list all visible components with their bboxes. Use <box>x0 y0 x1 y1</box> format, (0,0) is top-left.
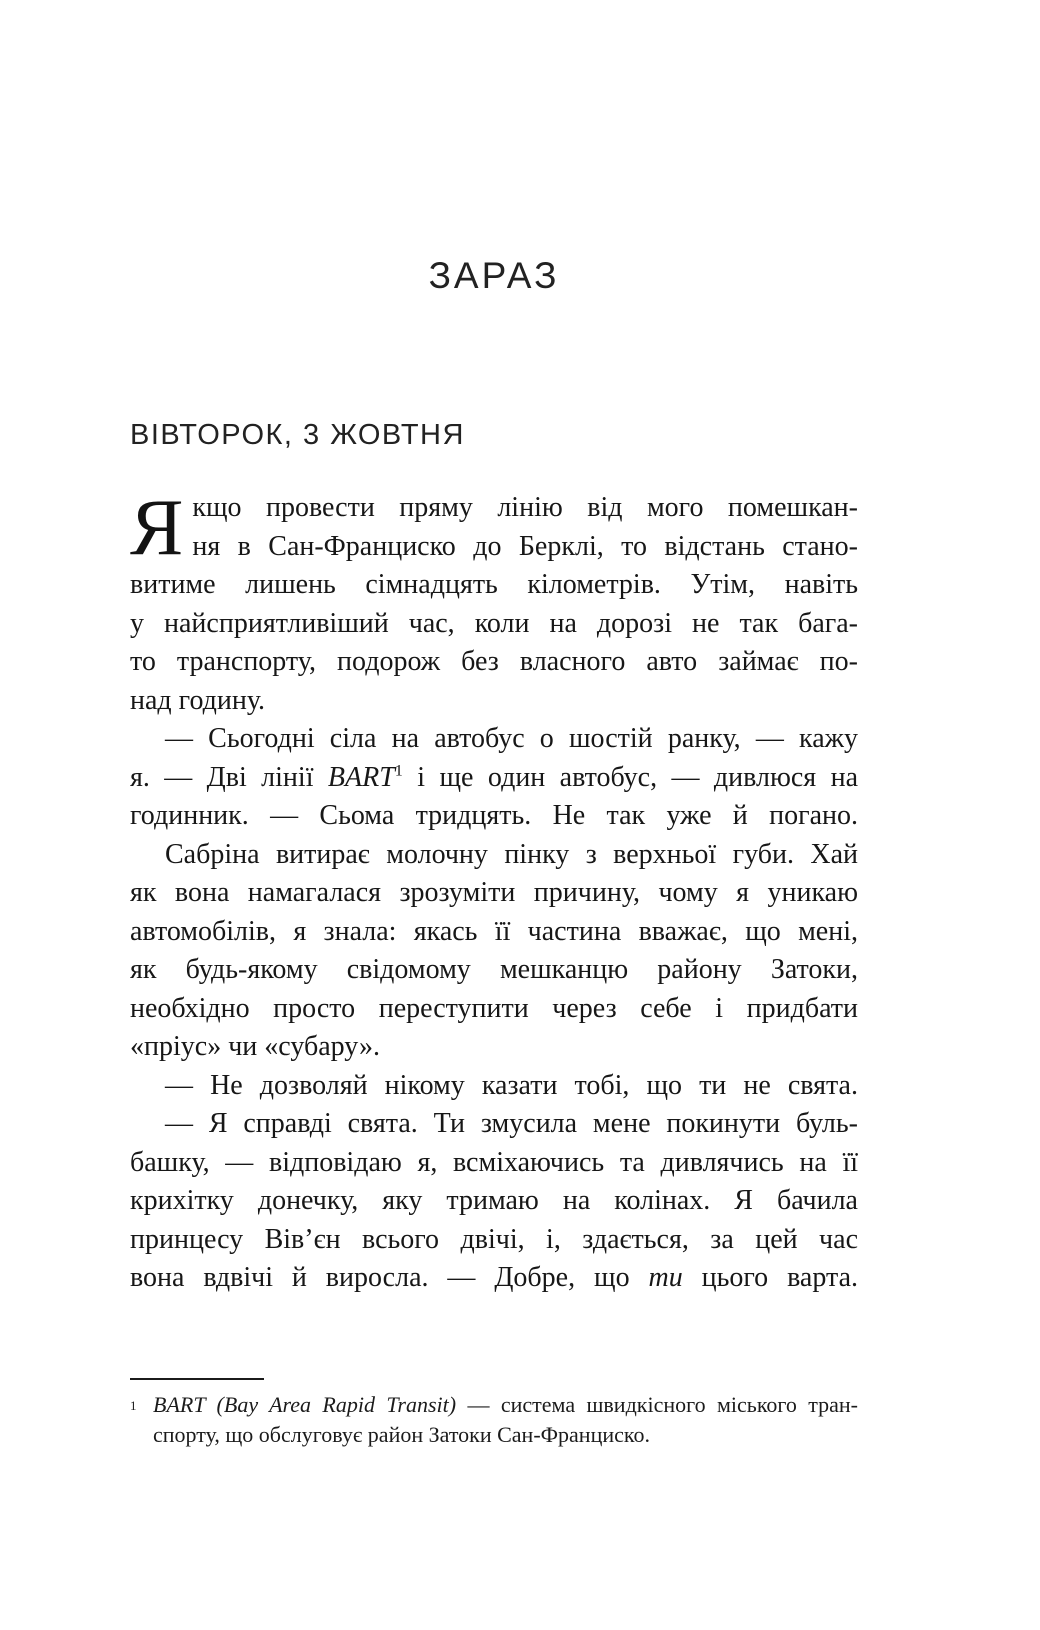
footnote-term: BART (Bay Area Rapid Transit) <box>153 1392 457 1417</box>
text-line: витиме лишень сімнадцять кілометрів. Утім, навіть <box>130 569 858 600</box>
footnote-reference: 1 <box>394 761 403 780</box>
text-line: то транспорту, подорож без власного авто займає по- <box>130 646 858 677</box>
text-line: годинник. — Сьома тридцять. Не так уже й погано. <box>130 800 858 831</box>
footnote-separator <box>130 1378 264 1380</box>
text-segment: і ще один автобус, — дивлюся на <box>402 761 859 793</box>
paragraph <box>130 720 858 836</box>
text-segment: — система швидкісного міського тран- <box>456 1392 859 1417</box>
text-line: як вона намагалася зрозуміти причину, чому я уникаю <box>130 877 858 908</box>
text-line: автомобілів, я знала: якась її частина вважає, що мені, <box>130 915 858 947</box>
text-line: «пріус» чи «субару». <box>130 1031 380 1062</box>
chapter-title: ЗАРАЗ <box>428 255 560 296</box>
acronym-bart: BART <box>327 761 395 793</box>
text-line: необхідно просто переступити через себе і придбати <box>130 992 858 1024</box>
footnote-marker: 1 <box>130 1398 137 1413</box>
text-segment: вона вдвічі й виросла. — Добре, що <box>130 1262 649 1293</box>
text-line: у найсприятливіший час, коли на дорозі не так бага- <box>130 607 858 639</box>
text-line <box>130 759 858 798</box>
text-line: як будь-якому свідомому мешканцю району Затоки, <box>130 954 858 985</box>
date-heading: ВІВТОРОК, 3 ЖОВТНЯ <box>130 419 465 451</box>
text-segment: цього варта. <box>682 1262 858 1293</box>
text-line: принцесу Вів’єн всього двічі, і, здається, за цей час <box>130 1223 858 1255</box>
paragraph <box>130 1067 858 1106</box>
text-line: — Я справді свята. Ти змусила мене покинути буль- <box>165 1108 858 1139</box>
text-line: башку, — відповідаю я, всміхаючись та дивлячись на її <box>130 1146 858 1178</box>
text-line: крихітку донечку, яку тримаю на колінах. Я бачила <box>130 1185 858 1216</box>
text-line: кщо провести пряму лінію від мого помешкан- <box>192 492 858 523</box>
drop-cap: Я <box>130 484 184 572</box>
body-text <box>130 484 859 1298</box>
paragraph <box>130 484 858 720</box>
text-line <box>130 1259 858 1298</box>
paragraph <box>130 1105 858 1298</box>
footnote <box>130 1390 858 1450</box>
text-line: — Не дозволяй нікому казати тобі, що ти не свята. <box>165 1069 858 1101</box>
footnote-line: спорту, що обслуговує район Затоки Сан-Франциско. <box>153 1422 650 1447</box>
footnote-line <box>130 1390 858 1420</box>
paragraph <box>130 836 858 1067</box>
emphasized-word: ти <box>648 1262 683 1293</box>
text-line: Сабріна витирає молочну пінку з верхньої губи. Хай <box>165 838 858 870</box>
text-line: ня в Сан-Франциско до Берклі, то відстань стано- <box>192 530 858 562</box>
text-segment: я. — Дві лінії <box>130 761 328 793</box>
text-line: — Сьогодні сіла на автобус о шостій ранку, — кажу <box>165 723 858 754</box>
text-line: над годину. <box>130 684 266 716</box>
